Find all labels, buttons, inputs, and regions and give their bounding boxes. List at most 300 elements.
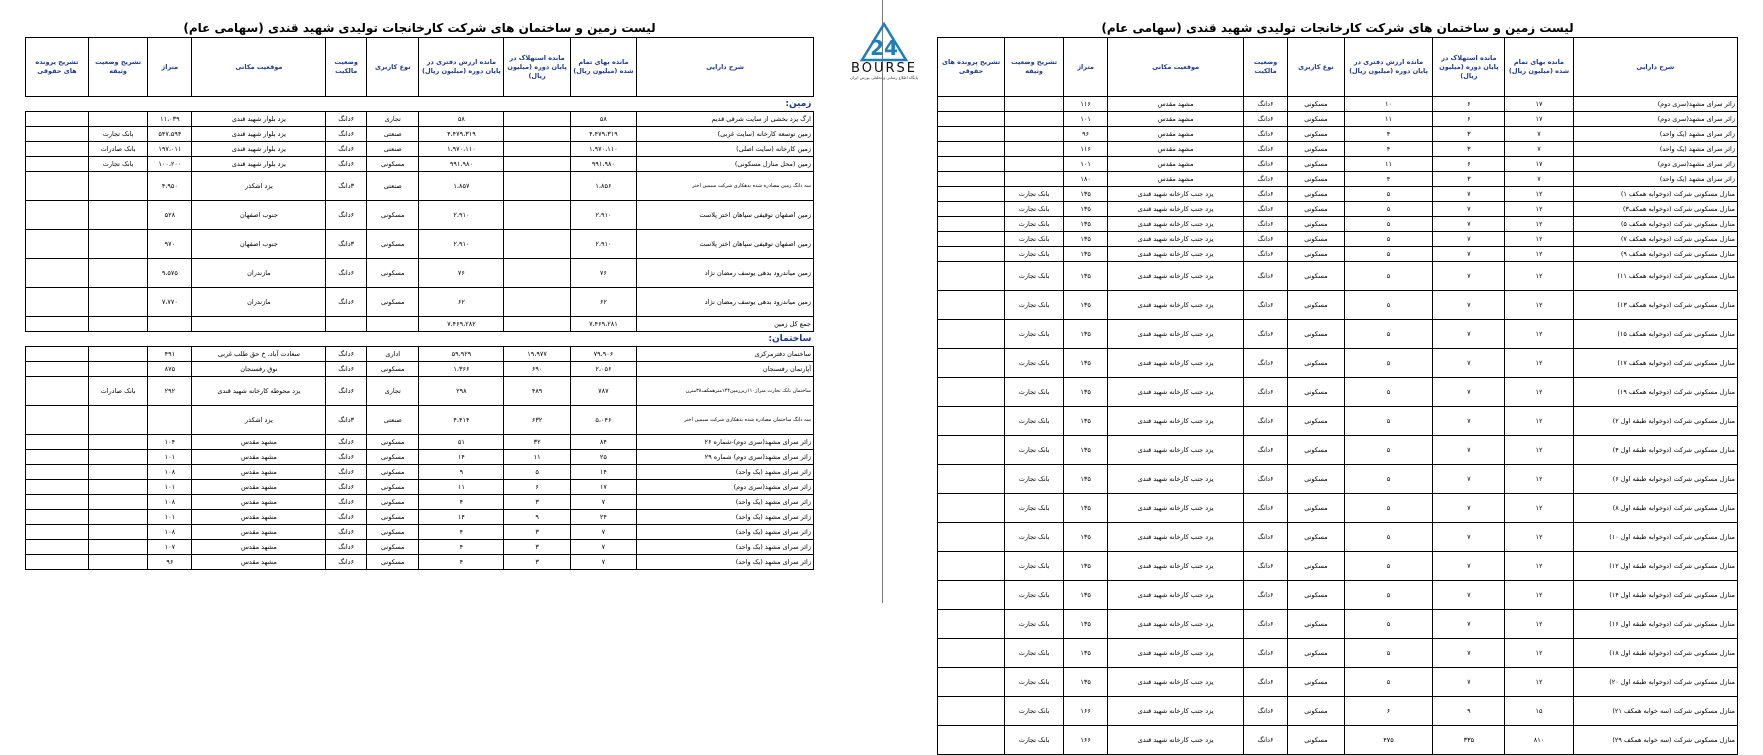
table-row [26,288,814,317]
table-cell: ۱۰ [1344,97,1433,112]
bourse24-logo [848,22,920,88]
asset-description-cell: منازل مسکونی شرکت (دوخوابه همکف ۱۷) [1573,349,1737,378]
table-cell [1005,97,1064,112]
table-cell: مشهد مقدس [192,540,326,555]
asset-description-cell: جمع کل زمین [637,317,814,332]
table-cell [938,639,1005,668]
table-cell: ۱۶۶ [1063,697,1107,726]
asset-description-cell: سه دانگ زمین مصادره شده بدهکاری شرکت سیمین اختر [637,172,814,201]
table-cell [938,97,1005,112]
table-cell [504,127,570,142]
table-cell: یزد جنب کارخانه شهید قندی [1108,349,1244,378]
table-cell: ۳ [1433,172,1505,187]
table-cell: یزد بلوار شهید قندی [192,112,326,127]
table-cell [88,540,147,555]
table-cell: ۲،۰۵۶ [570,362,636,377]
table-cell: ۳ [504,495,570,510]
table-row [26,259,814,288]
table-header-row [938,38,1738,97]
table-cell [1005,112,1064,127]
table-cell: ۳دانگ [326,230,367,259]
table-cell [938,610,1005,639]
table-cell [148,317,192,332]
table-cell: ۱۱ [504,450,570,465]
table-cell: ۱۰۱ [148,510,192,525]
asset-description-cell: زائر سرای مشهد(سری دوم) شماره ۲۹ [637,450,814,465]
table-cell: مسکونی [1288,187,1344,202]
asset-description-cell: آپارتمان رفسنجان [637,362,814,377]
table-cell: بانک تجارت [1005,217,1064,232]
table-cell: بانک تجارت [1005,436,1064,465]
table-cell: ۷ [1433,523,1505,552]
column-header: مانده استهلاک در پایان دوره (میلیون ریال) [504,38,570,97]
table-cell: ۶دانگ [1243,320,1287,349]
table-cell: مشهد مقدس [192,450,326,465]
table-cell [88,465,147,480]
table-cell: ۹۹۱،۹۸۰ [570,157,636,172]
table-cell: ۶دانگ [1243,378,1287,407]
table-cell: مسکونی [367,510,419,525]
table-cell: ۷ [1505,142,1573,157]
table-cell [26,172,89,201]
table-cell: مسکونی [1288,127,1344,142]
column-header: مانده ارزش دفتری در پایان دوره (میلیون ریال) [1344,38,1433,97]
table-cell [26,259,89,288]
table-cell: ۵ [1344,217,1433,232]
asset-description-cell: زمین میاندرود بدهی یوسف رمضان نژاد [637,288,814,317]
table-cell: مسکونی [1288,581,1344,610]
table-cell: ۶دانگ [1243,639,1287,668]
table-cell: ۱۳۵ [1063,217,1107,232]
table-cell: ۷ [1433,581,1505,610]
table-cell: ۶دانگ [1243,142,1287,157]
table-cell: ۱۱ [419,480,504,495]
table-cell: مشهد مقدس [1108,142,1244,157]
table-cell: مازندران [192,288,326,317]
table-cell: یزد جنب کارخانه شهید قندی [1108,436,1244,465]
table-row [938,581,1738,610]
asset-description-cell: زائر سرای مشهد(سری دوم) [637,480,814,495]
asset-description-cell: ساختمان دفترمرکزی [637,347,814,362]
table-cell: اداری [367,347,419,362]
table-cell: ۱۲ [1505,349,1573,378]
section-heading: زمین: [26,97,814,112]
table-cell: مشهد مقدس [192,480,326,495]
sheet-title: لیست زمین و ساختمان های شرکت کارخانجات تولیدی شهید قندی (سهامی عام) [1101,21,1574,35]
table-cell [88,362,147,377]
table-cell: بانک تجارت [1005,465,1064,494]
table-cell: ۷ [1433,202,1505,217]
table-cell [938,187,1005,202]
table-cell: ۷۶ [419,259,504,288]
table-cell [26,510,89,525]
table-cell: ۶دانگ [1243,610,1287,639]
table-cell [504,288,570,317]
table-cell: ۱۳۵ [1063,610,1107,639]
table-cell: یزد اشکذر [192,406,326,435]
asset-description-cell: منازل مسکونی شرکت (دوخوابه طبقه اول ۱۰) [1573,523,1737,552]
table-cell [938,142,1005,157]
asset-description-cell: منازل مسکونی شرکت (دوخوابه طبقه اول ۲) [1573,407,1737,436]
table-cell: ۴،۹۵۰ [148,172,192,201]
table-cell [938,436,1005,465]
table-cell: مسکونی [367,157,419,172]
table-row [938,97,1738,112]
table-cell [88,525,147,540]
table-row [938,349,1738,378]
table-cell: ۷ [570,555,636,570]
table-cell: ۶دانگ [326,201,367,230]
table-cell: ۱۲ [1505,291,1573,320]
table-cell: ۷،۴۶۹،۲۸۱ [570,317,636,332]
table-cell: ۷ [1433,378,1505,407]
table-cell: ۶ [1433,157,1505,172]
table-cell [26,450,89,465]
table-cell: جنوب اصفهان [192,230,326,259]
table-cell [26,288,89,317]
table-cell: صنعتی [367,172,419,201]
column-header: موقعیت مکانی [1108,38,1244,97]
table-cell: ۵ [1344,262,1433,291]
asset-description-cell: سه دانگ ساختمان مصادره شده بدهکاری شرکت سیمین اختر [637,406,814,435]
table-cell [504,172,570,201]
asset-description-cell: زائر سرای مشهد(سری دوم) [1573,112,1737,127]
asset-sheet-left [25,20,814,570]
column-header: تشریح وضعیت وثیقه [1005,38,1064,97]
table-cell [88,555,147,570]
table-cell: ۵۹،۹۲۹ [419,347,504,362]
table-cell: ۴،۴۷۹،۳۱۹ [570,127,636,142]
table-cell: ۱۲ [1505,436,1573,465]
table-cell: ۶دانگ [1243,127,1287,142]
table-cell: یزد جنب کارخانه شهید قندی [1108,465,1244,494]
table-row [26,465,814,480]
column-header: تشریح وضعیت وثیقه [88,38,147,97]
table-cell: بانک تجارت [1005,581,1064,610]
table-cell: ۵۲۸ [148,201,192,230]
table-row [26,142,814,157]
table-cell [26,112,89,127]
table-cell [367,317,419,332]
table-cell: ۶دانگ [1243,465,1287,494]
table-cell: ۱،۸۵۶ [570,172,636,201]
column-header: مانده بهای تمام شده (میلیون ریال) [570,38,636,97]
table-cell: ۱۲ [1505,668,1573,697]
table-cell: ۱۱۶ [1063,97,1107,112]
table-cell [26,157,89,172]
table-cell: ۶دانگ [1243,697,1287,726]
table-cell [88,230,147,259]
table-row [938,172,1738,187]
table-cell: ۱۱ [1344,157,1433,172]
table-cell: مسکونی [367,480,419,495]
asset-description-cell: زائر سرای مشهد (یک واحد) [1573,127,1737,142]
table-row [938,407,1738,436]
table-cell: ۱۰۱ [1063,112,1107,127]
table-cell [938,232,1005,247]
table-row [938,127,1738,142]
asset-description-cell: زائر سرای مشهد (یک واحد) [637,495,814,510]
table-row [26,347,814,362]
asset-description-cell: منازل مسکونی شرکت (دوخوابه همکف۳) [1573,202,1737,217]
asset-description-cell: زمین (محل منازل مسکونی) [637,157,814,172]
asset-description-cell: منازل مسکونی شرکت (دوخوابه همکف ۱) [1573,187,1737,202]
section-row [26,97,814,112]
table-cell [938,291,1005,320]
column-header: مانده ارزش دفتری در پایان دوره (میلیون ریال) [419,38,504,97]
table-cell: ۹ [1433,697,1505,726]
table-cell: ۵۸ [419,112,504,127]
table-cell: ۱۱،۰۳۹ [148,112,192,127]
table-cell: ۷ [1433,349,1505,378]
table-cell: مسکونی [1288,217,1344,232]
table-cell: مسکونی [367,230,419,259]
table-cell: مسکونی [1288,320,1344,349]
table-cell: مسکونی [1288,523,1344,552]
table-cell: ۹۹۱،۹۸۰ [419,157,504,172]
table-cell: ۱۲ [1505,202,1573,217]
table-cell: ۷،۷۷۰ [148,288,192,317]
table-cell [938,523,1005,552]
table-cell [938,202,1005,217]
column-header: نوع کاربری [1288,38,1344,97]
table-cell: ۶دانگ [326,555,367,570]
table-cell [26,555,89,570]
table-cell [148,406,192,435]
table-cell: مسکونی [1288,97,1344,112]
table-row [938,523,1738,552]
table-cell: ۷ [1433,407,1505,436]
table-cell: ۷ [1433,232,1505,247]
table-cell: مشهد مقدس [1108,97,1244,112]
table-header-row [26,38,814,97]
table-cell: مسکونی [1288,552,1344,581]
table-row [26,435,814,450]
asset-description-cell: زائر سرای مشهد (یک واحد) [637,540,814,555]
table-cell: ۵ [1344,436,1433,465]
table-cell: ۴،۴۷۹،۳۱۹ [419,127,504,142]
table-cell [504,157,570,172]
table-cell: ۵ [1344,247,1433,262]
table-cell: ۶دانگ [1243,407,1287,436]
logo-number: 24 [870,36,898,60]
table-cell: ۷ [570,495,636,510]
table-cell [88,406,147,435]
logo-mark-icon [860,22,908,62]
table-cell: ۱۳۵ [1063,378,1107,407]
table-cell: مسکونی [1288,142,1344,157]
column-header: تشریح پرونده های حقوقی [26,38,89,97]
table-cell [88,495,147,510]
table-cell: ۶دانگ [1243,172,1287,187]
table-cell: ۳۳۵ [1433,726,1505,755]
table-cell: مسکونی [1288,494,1344,523]
table-cell [26,230,89,259]
table-cell: مسکونی [1288,378,1344,407]
table-cell: ۲۹۸ [419,377,504,406]
table-cell [1005,172,1064,187]
table-cell: ۵ [1344,202,1433,217]
table-cell: تجاری [367,377,419,406]
table-cell: مسکونی [1288,157,1344,172]
table-cell: ۲،۹۱۰ [419,201,504,230]
asset-description-cell: منازل مسکونی شرکت (دوخوابه همکف ۷) [1573,232,1737,247]
table-cell: بانک تجارت [1005,262,1064,291]
column-header: مانده بهای تمام شده (میلیون ریال) [1505,38,1573,97]
table-cell: صنعتی [367,406,419,435]
table-cell [192,317,326,332]
table-cell: ۴ [419,540,504,555]
table-cell: ۶دانگ [326,510,367,525]
table-cell: ۹ [419,465,504,480]
table-cell [88,480,147,495]
table-row [938,494,1738,523]
table-cell: مسکونی [1288,202,1344,217]
table-cell: ۱۴ [419,510,504,525]
table-cell [88,288,147,317]
table-cell: ۳ [504,525,570,540]
table-cell: ۶۲ [419,288,504,317]
table-cell: ۳ [1433,142,1505,157]
table-cell: بانک تجارت [1005,291,1064,320]
table-cell: ۱۱ [1344,112,1433,127]
table-cell: مسکونی [367,465,419,480]
table-cell: مشهد مقدس [1108,112,1244,127]
table-cell: ۴ [419,495,504,510]
table-cell: مشهد مقدس [192,465,326,480]
table-row [26,540,814,555]
table-cell: ۷ [1433,291,1505,320]
table-cell: ۱۲ [1505,247,1573,262]
table-cell [88,201,147,230]
table-cell: مسکونی [1288,247,1344,262]
table-cell [938,247,1005,262]
table-row [938,112,1738,127]
table-cell: یزد جنب کارخانه شهید قندی [1108,494,1244,523]
table-cell: ۸۴ [570,435,636,450]
table-cell: بانک تجارت [1005,494,1064,523]
column-header: مانده استهلاک در پایان دوره (میلیون ریال) [1433,38,1505,97]
table-cell [504,317,570,332]
table-cell [938,262,1005,291]
table-cell: ۵ [1344,407,1433,436]
table-cell: ۱۲ [1505,320,1573,349]
table-cell: ۱۰۰،۲۰۰ [148,157,192,172]
table-cell: ۱۲ [1505,378,1573,407]
table-row [938,262,1738,291]
table-cell [938,697,1005,726]
sheet-title: لیست زمین و ساختمان های شرکت کارخانجات تولیدی شهید قندی (سهامی عام) [183,21,656,35]
table-cell: ۱۲ [1505,217,1573,232]
table-cell [1005,142,1064,157]
table-cell: ۷ [1433,668,1505,697]
table-cell: ۲۹۲ [148,377,192,406]
table-cell: ۵،۰۴۶ [570,406,636,435]
table-cell: ۱،۸۵۷ [419,172,504,201]
asset-description-cell: منازل مسکونی شرکت (دوخوابه همکف ۱۹) [1573,378,1737,407]
table-cell: یزد بلوار شهید قندی [192,157,326,172]
table-cell: ۶دانگ [326,347,367,362]
table-cell [88,347,147,362]
table-cell: ۴،۴۱۴ [419,406,504,435]
column-header: متراژ [1063,38,1107,97]
table-cell: ۶دانگ [326,450,367,465]
table-cell: یزد جنب کارخانه شهید قندی [1108,202,1244,217]
table-cell: ۱۲ [1505,187,1573,202]
table-cell: مسکونی [1288,610,1344,639]
table-cell: بانک تجارت [88,157,147,172]
table-cell: ۱۲ [1505,262,1573,291]
table-cell: ۱۰۸ [148,525,192,540]
table-cell: یزد جنب کارخانه شهید قندی [1108,552,1244,581]
table-row [938,378,1738,407]
section-row [26,332,814,347]
table-cell: ۶دانگ [1243,232,1287,247]
table-cell [26,495,89,510]
table-cell [26,362,89,377]
table-cell [938,172,1005,187]
table-cell: صنعتی [367,127,419,142]
table-cell: یزد جنب کارخانه شهید قندی [1108,581,1244,610]
table-cell: مسکونی [1288,697,1344,726]
table-cell: ۶ [1433,97,1505,112]
table-cell: ۶دانگ [1243,523,1287,552]
table-cell: ۶ [504,480,570,495]
table-cell: یزد جنب کارخانه شهید قندی [1108,232,1244,247]
table-cell: ۶دانگ [1243,217,1287,232]
asset-description-cell: زائر سرای مشهد(سری دوم)-شماره ۲۶ [637,435,814,450]
table-cell: بانک تجارت [1005,523,1064,552]
table-cell: جنوب اصفهان [192,201,326,230]
table-cell: مسکونی [367,540,419,555]
table-cell [26,317,89,332]
table-cell [1005,127,1064,142]
table-cell: بانک صادرات [88,377,147,406]
table-cell: ۳دانگ [326,406,367,435]
table-cell: ۷ [1433,262,1505,291]
table-cell: ۵ [1344,610,1433,639]
table-cell: ۴۷۵ [1344,726,1433,755]
table-cell [504,142,570,157]
table-cell: یزد محوطه کارخانه شهید قندی [192,377,326,406]
table-cell [88,435,147,450]
table-cell: مشهد مقدس [192,495,326,510]
table-cell: ۱۲ [1505,494,1573,523]
asset-description-cell: زائر سرای مشهد (یک واحد) [637,525,814,540]
table-row [26,157,814,172]
table-cell: ۳ [1433,127,1505,142]
table-cell: بانک تجارت [1005,187,1064,202]
table-cell: ۹۶ [1063,127,1107,142]
table-cell: یزد جنب کارخانه شهید قندی [1108,291,1244,320]
asset-description-cell: ارگ یزد بخشی از سایت شرقی قدیم [637,112,814,127]
table-cell: ۲،۹۱۰ [570,230,636,259]
table-cell: مسکونی [367,525,419,540]
table-cell: یزد جنب کارخانه شهید قندی [1108,726,1244,755]
table-cell: ۴۸۹ [504,377,570,406]
table-row [938,726,1738,755]
table-cell: مشهد مقدس [192,525,326,540]
table-cell: ۷،۴۶۹،۲۸۲ [419,317,504,332]
table-cell [26,540,89,555]
table-cell: ۴ [1344,172,1433,187]
table-cell [938,726,1005,755]
table-cell: ۷ [570,525,636,540]
table-cell: مسکونی [1288,436,1344,465]
table-cell [26,480,89,495]
table-cell: بانک تجارت [1005,668,1064,697]
table-cell [938,494,1005,523]
